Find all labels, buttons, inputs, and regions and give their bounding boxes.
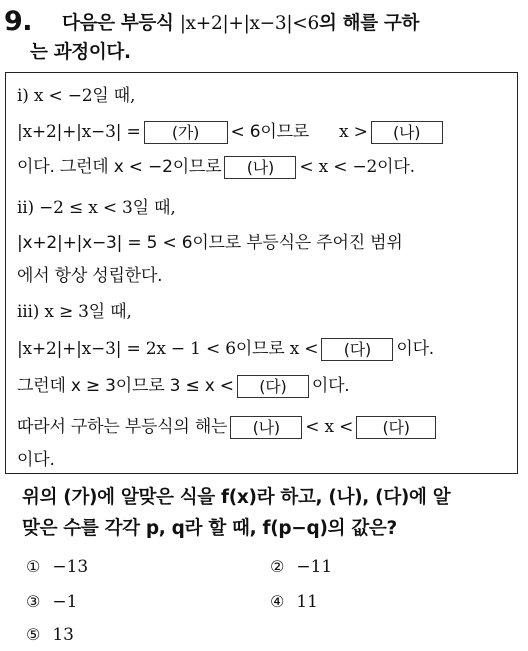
choice-5[interactable] <box>26 625 74 645</box>
case1-x-gt: x > <box>339 122 368 142</box>
case1-heading: i) x < −2일 때, <box>17 86 136 106</box>
choice-3[interactable] <box>26 592 77 612</box>
case3-line2-post: 이다. <box>311 376 350 396</box>
choice-2[interactable] <box>270 557 332 577</box>
choice-1-value: −13 <box>52 557 89 577</box>
blank-da-2: (다) <box>237 375 309 398</box>
choice-5-value: 13 <box>52 625 74 645</box>
choice-5-marker: ⑤ <box>26 625 41 644</box>
case1-equation-line <box>17 117 446 144</box>
case1-eq-pre: |x+2|+|x−3| = <box>17 122 141 142</box>
question-number: 9. <box>4 6 33 37</box>
case1-eq-mid: < 6이므로 <box>230 122 310 142</box>
choice-2-value: −11 <box>296 557 333 577</box>
blank-ga: (가) <box>144 121 228 144</box>
case3-line2 <box>17 371 350 398</box>
stem-text-pre: 다음은 부등식 <box>62 13 180 34</box>
case1-concl-pre: 이다. 그런데 x < −2이므로 <box>17 157 222 177</box>
case2-line2: 에서 항상 성립한다. <box>17 266 163 286</box>
choice-1-marker: ① <box>26 557 41 576</box>
stem-inequality: |x+2|+|x−3|<6 <box>179 13 319 34</box>
stem-text-post: 의 해를 구하 <box>318 13 420 34</box>
case3-line2-pre: 그런데 x ≥ 3이므로 3 ≤ x < <box>17 376 234 396</box>
case2-heading: ii) −2 ≤ x < 3일 때, <box>17 198 176 218</box>
case3-equation-line <box>17 334 434 361</box>
question-prompt-line1: 위의 (가)에 알맞은 식을 f(x)라 하고, (나), (다)에 알 <box>22 487 451 508</box>
case3-eq-pre: |x+2|+|x−3| = 2x − 1 < 6이므로 x < <box>17 339 319 359</box>
final-line2: 이다. <box>17 450 55 470</box>
case3-eq-post: 이다. <box>396 339 435 359</box>
final-answer-line <box>17 412 439 439</box>
choice-4-value: 11 <box>296 592 318 612</box>
blank-na-3: (나) <box>230 416 302 439</box>
choice-3-value: −1 <box>52 592 78 612</box>
question-prompt-line2: 맞은 수를 각각 p, q라 할 때, f(p−q)의 값은? <box>22 518 397 539</box>
blank-na-1: (나) <box>371 121 443 144</box>
choice-3-marker: ③ <box>26 592 41 611</box>
case3-heading: iii) x ≥ 3일 때, <box>17 302 132 322</box>
choice-4-marker: ④ <box>270 592 285 611</box>
choice-4[interactable] <box>270 592 318 612</box>
question-stem-line2: 는 과정이다. <box>30 42 131 63</box>
case1-concl-post: < x < −2이다. <box>299 157 415 177</box>
solution-box <box>5 72 518 474</box>
final-pre: 따라서 구하는 부등식의 해는 <box>17 417 228 437</box>
case1-conclusion-line <box>17 152 415 179</box>
case2-line1: |x+2|+|x−3| = 5 < 6이므로 부등식은 주어진 범위 <box>17 233 403 253</box>
blank-da-3: (다) <box>356 416 436 439</box>
blank-na-2: (나) <box>224 156 296 179</box>
blank-da-1: (다) <box>321 338 393 361</box>
choice-2-marker: ② <box>270 557 285 576</box>
question-stem-line1 <box>62 9 419 35</box>
choice-1[interactable] <box>26 557 88 577</box>
final-mid: < x < <box>305 417 354 437</box>
